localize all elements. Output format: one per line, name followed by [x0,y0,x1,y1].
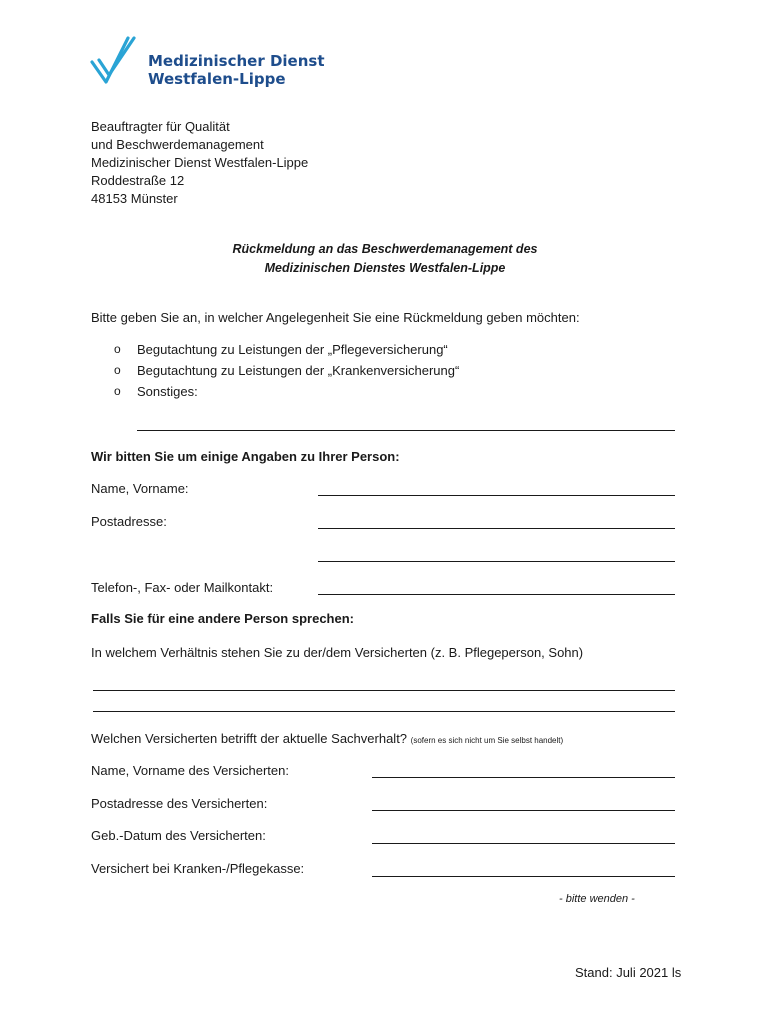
stand-date: Stand: Juli 2021 ls [575,965,682,980]
contact-input-line[interactable] [318,594,675,595]
address-line: und Beschwerdemanagement [91,137,264,152]
address-line: Roddestraße 12 [91,173,185,188]
recipient-address [91,118,308,208]
insured-prompt [91,731,563,746]
turn-over-note: - bitte wenden - [559,893,635,905]
relation-input-line-1[interactable] [93,690,675,691]
logo-line-1: Medizinischer Dienst [148,52,325,70]
contact-label: Telefon-, Fax- oder Mailkontakt: [91,580,274,595]
relation-prompt: In welchem Verhältnis stehen Sie zu der/dem Versicherten (z. B. Pflegeperson, Sohn) [91,645,584,660]
insured-dob-label: Geb.-Datum des Versicherten: [91,828,266,843]
insured-prompt-note: (sofern es sich nicht um Sie selbst handelt) [410,736,564,745]
form-title-line-2: Medizinischen Dienstes Westfalen-Lippe [264,261,506,275]
address-input-line-1[interactable] [318,528,675,529]
option-label-kranken: Begutachtung zu Leistungen der „Krankenversicherung“ [137,363,460,378]
name-label: Name, Vorname: [91,481,189,496]
option-checkbox-sonstiges[interactable]: o [114,384,121,398]
insured-name-label: Name, Vorname des Versicherten: [91,763,289,778]
option-label-sonstiges: Sonstiges: [137,384,198,399]
other-person-heading: Falls Sie für eine andere Person sprechen: [91,611,354,626]
relation-input-line-2[interactable] [93,711,675,712]
sonstiges-input-line[interactable] [137,430,675,431]
address-line: Beauftragter für Qualität [91,119,230,134]
address-line: Medizinischer Dienst Westfalen-Lippe [91,155,309,170]
insured-dob-input-line[interactable] [372,843,675,844]
address-line: 48153 Münster [91,191,178,206]
insured-prompt-text: Welchen Versicherten betrifft der aktuelle Sachverhalt? [91,731,408,746]
insured-insurer-label: Versichert bei Kranken-/Pflegekasse: [91,861,305,876]
address-input-line-2[interactable] [318,561,675,562]
form-title-line-1: Rückmeldung an das Beschwerdemanagement des [232,242,538,256]
option-checkbox-pflege[interactable]: o [114,342,121,356]
name-input-line[interactable] [318,495,675,496]
insured-name-input-line[interactable] [372,777,675,778]
option-label-pflege: Begutachtung zu Leistungen der „Pflegeversicherung“ [137,342,448,357]
option-checkbox-kranken[interactable]: o [114,363,121,377]
logo-text [148,52,325,88]
address-label: Postadresse: [91,514,167,529]
insured-address-input-line[interactable] [372,810,675,811]
logo-line-2: Westfalen-Lippe [148,70,286,88]
logo-checkmark-icon [88,34,148,92]
insured-insurer-input-line[interactable] [372,876,675,877]
insured-address-label: Postadresse des Versicherten: [91,796,268,811]
form-title [91,240,679,278]
logo [88,34,325,92]
matter-prompt: Bitte geben Sie an, in welcher Angelegenheit Sie eine Rückmeldung geben möchten: [91,310,580,325]
person-section-heading: Wir bitten Sie um einige Angaben zu Ihrer Person: [91,449,400,464]
